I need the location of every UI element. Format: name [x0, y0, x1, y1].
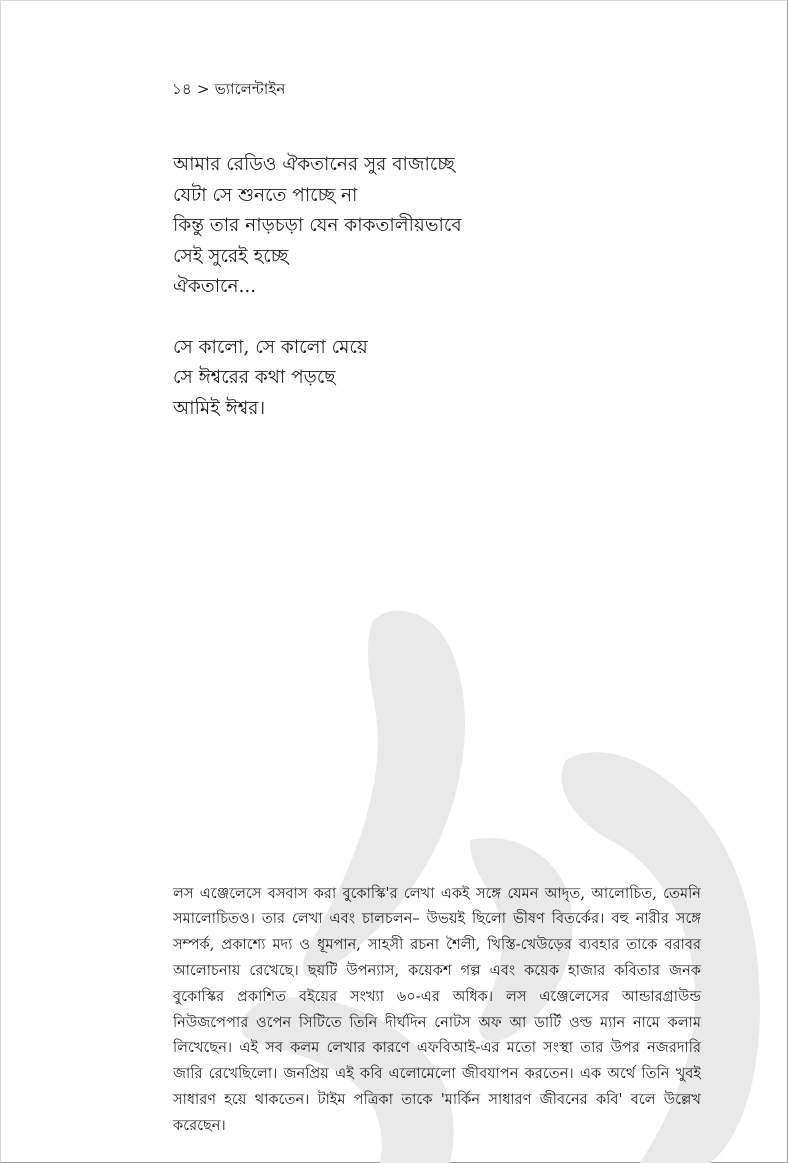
poem-stanza-1: [173, 150, 462, 303]
author-biography-paragraph: লস এঞ্জেলেসে বসবাস করা বুকোস্কি'র লেখা একই সঙ্গে যেমন আদৃত, আলোচিত, তেমনি সমালোচিতও। তার লেখা এবং চালচলন– উভয়ই ছিলো ভীষণ বিতর্কের। বহু নারীর সঙ্গে সম্পর্ক, প্রকাশ্যে মদ্য ও ধূমপান, সাহসী রচনা শৈলী, খিস্তি-খেউড়ের ব্যবহার তাকে বরাবর আলোচনায় রেখেছে। ছয়টি উপন্যাস, কয়েকশ গল্প এবং কয়েক হাজার কবিতার জনক বুকোস্কির প্রকাশিত বইয়ের সংখ্যা ৬০-এর অধিক। লস এঞ্জেলেসের আন্ডারগ্রাউন্ড নিউজপেপার ওপেন সিটিতে তিনি দীর্ঘদিন নোটস অফ আ ডার্টি ওল্ড ম্যান নামে কলাম লিখেছেন। এই সব কলম লেখার কারণে এফবিআই-এর মতো সংস্থা তার উপর নজরদারি জারি রেখেছিলো। জনপ্রিয় এই কবি এলোমেলো জীবযাপন করতেন। এক অর্থে তিনি খুবই সাধারণ হয়ে থাকতেন। টাইম পত্রিকা তাকে 'মার্কিন সাধারণ জীবনের কবি' বলে উল্লেখ করেছেন।: [173, 884, 701, 1134]
poem-line: কিন্তু তার নাড়চড়া যেন কাকতালীয়ভাবে: [173, 215, 462, 236]
poem-stanza-2: [173, 333, 462, 425]
poem-line: সে কালো, সে কালো মেয়ে: [173, 336, 368, 358]
poem-line: আমিই ঈশ্বর।: [173, 397, 266, 419]
poem-line: ঐকতানে...: [173, 276, 257, 297]
poem-line: যেটা সে শুনতে পাচ্ছে না: [173, 184, 358, 206]
poem-line: আমার রেডিও ঐকতানের সুর বাজাচ্ছে: [173, 154, 455, 175]
poem: [173, 150, 462, 454]
poem-line: সেই সুরেই হচ্ছে: [173, 245, 289, 267]
running-head: ১৪ > ভ্যালেন্টাইন: [172, 80, 286, 98]
poem-line: সে ঈশ্বরের কথা পড়ছে: [173, 367, 336, 388]
